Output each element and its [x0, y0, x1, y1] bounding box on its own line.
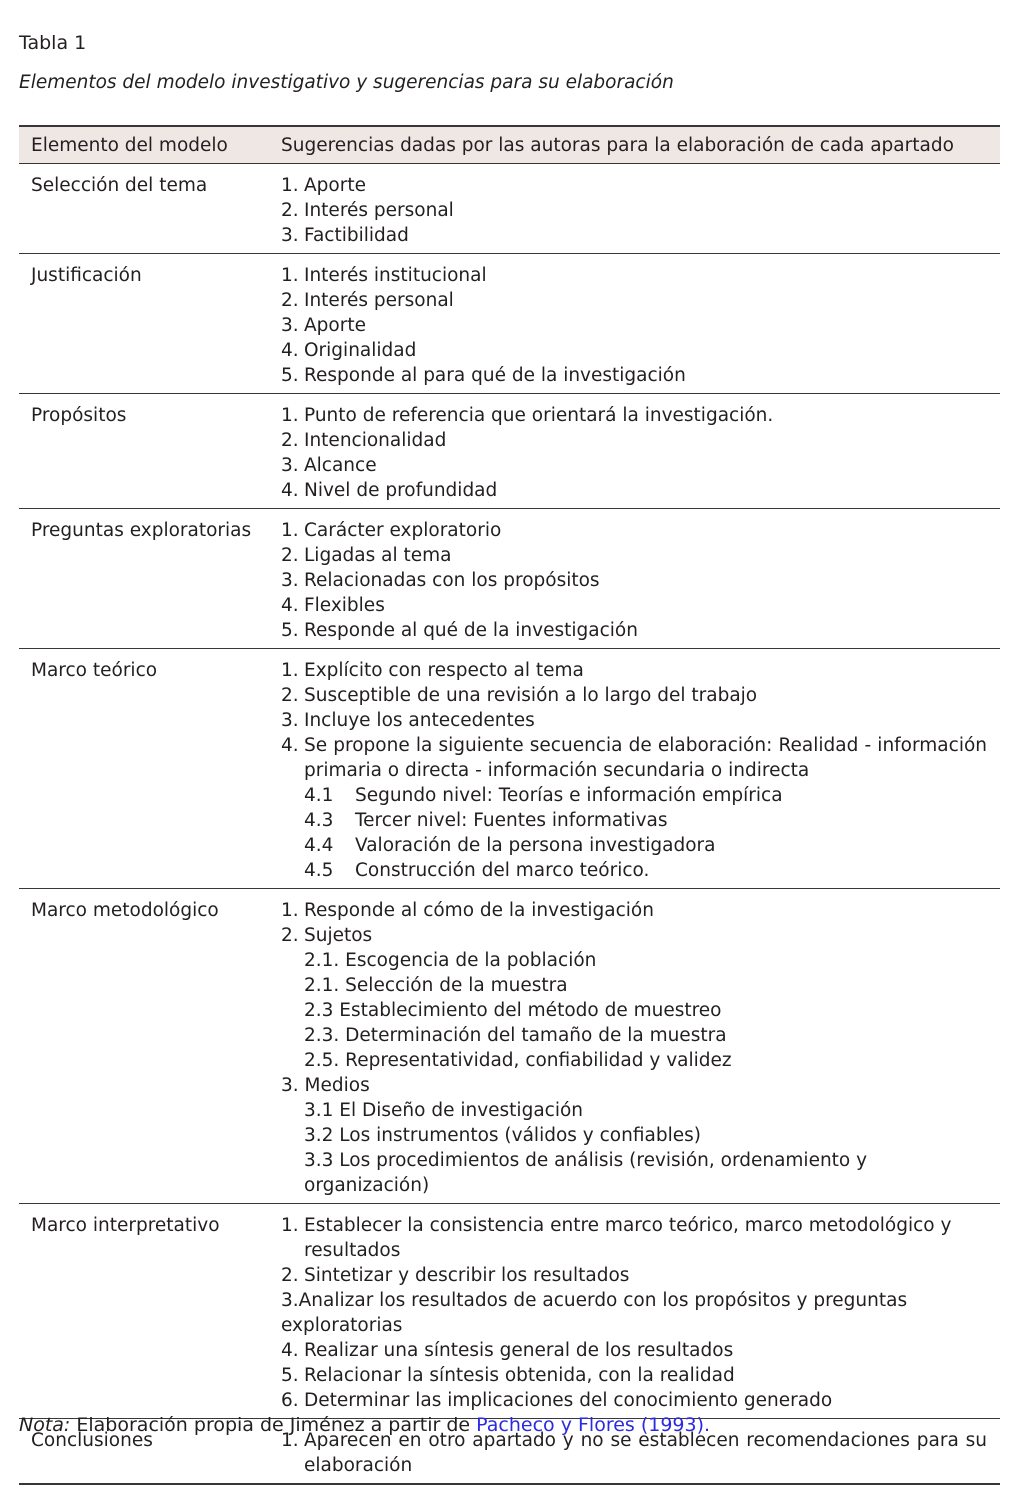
- suggestion-item: [281, 543, 987, 568]
- model-elements-table: [19, 125, 1000, 1485]
- suggestion-item: [281, 658, 987, 683]
- item-text: Interés institucional: [304, 265, 487, 286]
- item-text: Factibilidad: [304, 225, 409, 246]
- item-number: 2.: [281, 685, 299, 706]
- item-number: 3.: [281, 710, 299, 731]
- suggestion-item: [281, 313, 987, 338]
- sub-item-text: Tercer nivel: Fuentes informativas: [355, 810, 668, 831]
- suggestion-item: [281, 618, 987, 643]
- item-text: Explícito con respecto al tema: [304, 660, 584, 681]
- sub-item: 2.3 Establecimiento del método de muestreo: [304, 1000, 722, 1021]
- item-text: Aparecen en otro apartado y no se establecen recomendaciones para su elaboración: [304, 1430, 987, 1476]
- note-label: Nota:: [19, 1414, 71, 1436]
- item-text: Responde al qué de la investigación: [304, 620, 638, 641]
- sub-item: 2.1. Selección de la muestra: [304, 975, 568, 996]
- item-text: Carácter exploratorio: [304, 520, 502, 541]
- suggestion-item: [281, 363, 987, 388]
- model-element-cell: Justificación: [19, 254, 269, 394]
- item-number: 3.: [281, 225, 299, 246]
- suggestion-item: [281, 733, 987, 783]
- item-number: 2.: [281, 925, 299, 946]
- table-row: [19, 889, 1000, 1204]
- model-element-cell: Selección del tema: [19, 164, 269, 254]
- item-number: 1.: [281, 900, 299, 921]
- suggestion-item: [281, 198, 987, 223]
- sub-item: [281, 808, 987, 833]
- item-number: 1.: [281, 660, 299, 681]
- sub-item-text: Construcción del marco teórico.: [355, 860, 650, 881]
- model-element-cell: Marco metodológico: [19, 889, 269, 1204]
- item-text: Incluye los antecedentes: [304, 710, 535, 731]
- suggestion-item: [281, 1263, 987, 1288]
- item-text: Aporte: [304, 315, 366, 336]
- column-header-element: Elemento del modelo: [19, 126, 269, 164]
- sub-item-text: Valoración de la persona investigadora: [355, 835, 716, 856]
- item-number: 2.: [281, 545, 299, 566]
- suggestion-item: [281, 708, 987, 733]
- table-row: [19, 394, 1000, 509]
- suggestion-item: [281, 338, 987, 363]
- table-note: [19, 1414, 710, 1436]
- suggestions-cell: [269, 394, 1000, 509]
- sub-item-number: 4.1: [304, 785, 334, 806]
- item-number: 5.: [281, 620, 299, 641]
- item-number: 1.: [281, 520, 299, 541]
- suggestions-cell: [269, 649, 1000, 889]
- item-text: Determinar las implicaciones del conocimiento generado: [304, 1390, 833, 1411]
- suggestion-item: [281, 1213, 987, 1263]
- item-number: 4.: [281, 595, 299, 616]
- sub-item: 2.5. Representatividad, confiabilidad y validez: [304, 1050, 732, 1071]
- suggestions-cell: [269, 1204, 1000, 1419]
- item-number: 1.: [281, 405, 299, 426]
- suggestion-item: [281, 223, 987, 248]
- sub-item-number: 4.4: [304, 835, 334, 856]
- item-number: 4.: [281, 735, 299, 756]
- item-number: 2.: [281, 1265, 299, 1286]
- item-text: Se propone la siguiente secuencia de elaboración: Realidad - información primaria o directa - información secundaria o indirecta: [304, 735, 987, 781]
- table-row: [19, 254, 1000, 394]
- suggestions-cell: [269, 889, 1000, 1204]
- suggestion-item: [281, 1338, 987, 1363]
- table-row: [19, 164, 1000, 254]
- item-text: Relacionar la síntesis obtenida, con la realidad: [304, 1365, 735, 1386]
- item-text: Originalidad: [304, 340, 417, 361]
- suggestion-item: [281, 453, 987, 478]
- sub-item-number: 4.5: [304, 860, 334, 881]
- item-text: Sujetos: [304, 925, 373, 946]
- suggestion-item: 3. Medios: [281, 1075, 370, 1096]
- item-number: 1.: [281, 265, 299, 286]
- item-text: Responde al cómo de la investigación: [304, 900, 654, 921]
- sub-item: [281, 858, 987, 883]
- suggestion-item: [281, 263, 987, 288]
- suggestion-item: [281, 428, 987, 453]
- suggestion-item: 3.Analizar los resultados de acuerdo con los propósitos y preguntas exploratorias: [281, 1290, 908, 1336]
- sub-item-text: Segundo nivel: Teorías e información empírica: [355, 785, 783, 806]
- suggestion-item: [281, 568, 987, 593]
- suggestion-item: [281, 173, 987, 198]
- sub-item: [281, 833, 987, 858]
- item-number: 5.: [281, 1365, 299, 1386]
- table-label: Tabla 1: [19, 32, 87, 54]
- item-text: Sintetizar y describir los resultados: [304, 1265, 630, 1286]
- suggestion-item: [281, 898, 987, 923]
- sub-item: 3.3 Los procedimientos de análisis (revisión, ordenamiento y organización): [304, 1150, 868, 1196]
- suggestion-item: [281, 683, 987, 708]
- sub-item: 3.2 Los instrumentos (válidos y confiables): [304, 1125, 701, 1146]
- table-title: Elementos del modelo investigativo y sugerencias para su elaboración: [19, 72, 674, 93]
- sub-item: 2.3. Determinación del tamaño de la muestra: [304, 1025, 727, 1046]
- table-row: [19, 509, 1000, 649]
- item-number: 1.: [281, 175, 299, 196]
- sub-item: [281, 783, 987, 808]
- item-text: Intencionalidad: [304, 430, 447, 451]
- sub-item: 3.1 El Diseño de investigación: [304, 1100, 584, 1121]
- item-number: 4.: [281, 1340, 299, 1361]
- note-text: Elaboración propia de Jiménez a partir de: [70, 1414, 477, 1436]
- model-element-cell: Marco interpretativo: [19, 1204, 269, 1419]
- suggestions-cell: [269, 509, 1000, 649]
- item-number: 3.: [281, 315, 299, 336]
- item-number: 1.: [281, 1430, 299, 1451]
- suggestion-item: [281, 593, 987, 618]
- suggestions-cell: [269, 254, 1000, 394]
- item-text: Realizar una síntesis general de los resultados: [304, 1340, 734, 1361]
- item-number: 3.: [281, 570, 299, 591]
- item-text: Flexibles: [304, 595, 385, 616]
- item-text: Establecer la consistencia entre marco teórico, marco metodológico y resultados: [304, 1215, 952, 1261]
- item-number: 2.: [281, 430, 299, 451]
- item-text: Susceptible de una revisión a lo largo del trabajo: [304, 685, 758, 706]
- sub-item-number: 4.3: [304, 810, 334, 831]
- item-number: 5.: [281, 365, 299, 386]
- suggestion-item: [281, 288, 987, 313]
- item-number: 3.: [281, 455, 299, 476]
- item-text: Punto de referencia que orientará la investigación.: [304, 405, 774, 426]
- note-reference-link[interactable]: Pacheco y Flores (1993).: [476, 1414, 711, 1436]
- sub-item: 2.1. Escogencia de la población: [304, 950, 597, 971]
- item-text: Responde al para qué de la investigación: [304, 365, 686, 386]
- model-element-cell: Preguntas exploratorias: [19, 509, 269, 649]
- item-text: Ligadas al tema: [304, 545, 452, 566]
- suggestion-item: [281, 518, 987, 543]
- suggestion-item: [281, 1388, 987, 1413]
- item-number: 2.: [281, 200, 299, 221]
- model-element-cell: Marco teórico: [19, 649, 269, 889]
- item-number: 2.: [281, 290, 299, 311]
- suggestion-item: [281, 478, 987, 503]
- item-number: 6.: [281, 1390, 299, 1411]
- item-number: 4.: [281, 480, 299, 501]
- model-element-cell: Propósitos: [19, 394, 269, 509]
- item-text: Relacionadas con los propósitos: [304, 570, 600, 591]
- item-number: 4.: [281, 340, 299, 361]
- suggestion-item: [281, 1363, 987, 1388]
- item-text: Interés personal: [304, 200, 454, 221]
- table-header-row: [19, 126, 1000, 164]
- table-row: [19, 1204, 1000, 1419]
- column-header-suggestions: Sugerencias dadas por las autoras para la elaboración de cada apartado: [269, 126, 1000, 164]
- item-text: Alcance: [304, 455, 377, 476]
- item-number: 1.: [281, 1215, 299, 1236]
- suggestion-item: [281, 923, 987, 948]
- table-row: [19, 649, 1000, 889]
- item-text: Nivel de profundidad: [304, 480, 498, 501]
- item-text: Aporte: [304, 175, 366, 196]
- suggestions-cell: [269, 164, 1000, 254]
- item-text: Interés personal: [304, 290, 454, 311]
- model-element-cell: Conclusiones: [19, 1419, 269, 1485]
- suggestion-item: [281, 403, 987, 428]
